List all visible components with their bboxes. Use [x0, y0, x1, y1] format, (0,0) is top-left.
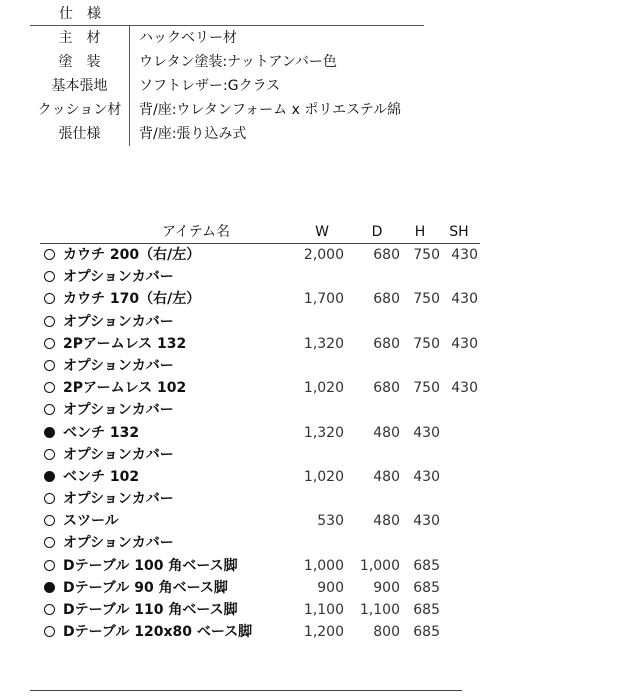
item-h: 430 [413, 468, 440, 485]
item-d [344, 355, 400, 377]
item-row [40, 333, 480, 355]
item-d: 680 [373, 335, 400, 352]
filled-circle-icon [44, 427, 55, 438]
item-h: 750 [413, 335, 440, 352]
item-row [40, 488, 480, 510]
spec-value: ソフトレザー:Gクラス [139, 78, 281, 94]
item-name-cell [40, 488, 292, 510]
spec-label: 張仕様 [30, 122, 130, 146]
item-name: オプションカバー [63, 402, 174, 419]
item-w [292, 444, 344, 466]
item-d [344, 444, 400, 466]
item-w [292, 355, 344, 377]
header-item-name: アイテム名 [161, 224, 231, 240]
item-w: 2,000 [303, 247, 344, 263]
item-d: 480 [373, 424, 400, 441]
open-circle-icon [44, 338, 55, 349]
item-row [40, 288, 480, 310]
header-sh: SH [449, 224, 469, 240]
item-name: オプションカバー [63, 269, 174, 286]
item-h: 685 [413, 602, 440, 618]
item-w: 1,020 [303, 468, 344, 485]
item-name-cell [40, 510, 292, 532]
item-name: オプションカバー [63, 491, 174, 508]
item-rows [40, 244, 480, 643]
item-sh [440, 532, 478, 554]
item-d [344, 311, 400, 333]
item-name: ベンチ 102 [63, 468, 140, 485]
spec-row [30, 74, 424, 98]
open-circle-icon [44, 249, 55, 260]
item-h: 430 [413, 513, 440, 530]
item-name-cell [40, 466, 292, 488]
item-name: 2Pアームレス 102 [63, 380, 187, 397]
spec-row [30, 26, 424, 50]
header-h: H [414, 224, 426, 240]
item-d: 480 [373, 513, 400, 530]
item-d [344, 532, 400, 554]
spec-label: クッション材 [30, 98, 130, 122]
item-name: カウチ 200（右/左） [63, 247, 201, 263]
item-name-cell [40, 266, 292, 288]
item-row [40, 621, 480, 643]
open-circle-icon [44, 560, 55, 571]
item-d [344, 488, 400, 510]
item-name: Dテーブル 110 角ベース脚 [63, 602, 238, 618]
item-row [40, 555, 480, 577]
item-row [40, 399, 480, 421]
item-h: 750 [413, 291, 440, 308]
item-row [40, 422, 480, 444]
item-d: 1,000 [359, 557, 400, 574]
item-row [40, 266, 480, 288]
open-circle-icon [44, 382, 55, 393]
open-circle-icon [44, 604, 55, 615]
item-w [292, 266, 344, 288]
item-sh [440, 399, 478, 421]
item-w: 1,200 [303, 624, 344, 641]
item-sh [440, 577, 478, 599]
item-w [292, 311, 344, 333]
item-w [292, 532, 344, 554]
item-table [40, 222, 480, 643]
item-w [292, 488, 344, 510]
item-row [40, 577, 480, 599]
item-row [40, 355, 480, 377]
item-d: 900 [373, 579, 400, 596]
open-circle-icon [44, 449, 55, 460]
item-name-cell [40, 599, 292, 621]
item-row [40, 532, 480, 554]
spec-table [30, 4, 424, 146]
item-name-cell [40, 377, 292, 399]
open-circle-icon [44, 626, 55, 637]
item-d: 800 [373, 624, 400, 641]
item-h [400, 444, 440, 466]
item-d: 680 [373, 247, 400, 263]
item-d: 680 [373, 291, 400, 308]
item-sh [440, 444, 478, 466]
item-row [40, 466, 480, 488]
item-name-cell [40, 399, 292, 421]
item-w: 1,100 [303, 602, 344, 618]
item-h [400, 266, 440, 288]
item-sh [440, 355, 478, 377]
item-sh [440, 266, 478, 288]
item-name-cell [40, 621, 292, 643]
item-h: 685 [413, 624, 440, 641]
item-name-cell [40, 577, 292, 599]
item-name: カウチ 170（右/左） [63, 291, 201, 308]
item-name-cell [40, 288, 292, 310]
header-w: W [315, 224, 329, 240]
item-row [40, 444, 480, 466]
item-h: 750 [413, 247, 440, 263]
item-name: オプションカバー [63, 357, 174, 374]
item-sh [440, 599, 478, 621]
item-name-cell [40, 555, 292, 577]
item-h [400, 311, 440, 333]
item-name-cell [40, 532, 292, 554]
item-w: 1,020 [303, 380, 344, 397]
item-sh [440, 621, 478, 643]
item-d: 480 [373, 468, 400, 485]
spec-row [30, 122, 424, 146]
item-w: 1,320 [303, 424, 344, 441]
item-name: ベンチ 132 [63, 424, 140, 441]
filled-circle-icon [44, 582, 55, 593]
item-sh [440, 555, 478, 577]
item-sh: 430 [451, 380, 478, 397]
open-circle-icon [44, 515, 55, 526]
item-w [292, 399, 344, 421]
item-name: スツール [63, 513, 119, 530]
item-row [40, 599, 480, 621]
item-name-cell [40, 422, 292, 444]
item-name-cell [40, 244, 292, 266]
item-name: 2Pアームレス 132 [63, 335, 187, 352]
item-name: Dテーブル 120x80 ベース脚 [63, 624, 253, 641]
open-circle-icon [44, 293, 55, 304]
item-h [400, 399, 440, 421]
item-h: 685 [413, 557, 440, 574]
item-sh [440, 466, 478, 488]
item-name-cell [40, 444, 292, 466]
item-d [344, 266, 400, 288]
item-name: オプションカバー [63, 446, 174, 463]
filled-circle-icon [44, 471, 55, 482]
item-name: オプションカバー [63, 313, 174, 330]
item-sh: 430 [451, 291, 478, 308]
item-h: 750 [413, 380, 440, 397]
item-h [400, 355, 440, 377]
item-w: 1,700 [303, 291, 344, 308]
open-circle-icon [44, 271, 55, 282]
spec-row [30, 50, 424, 74]
item-h: 685 [413, 579, 440, 596]
item-h: 430 [413, 424, 440, 441]
item-w: 1,320 [303, 335, 344, 352]
open-circle-icon [44, 493, 55, 504]
item-sh [440, 422, 478, 444]
item-name: Dテーブル 90 角ベース脚 [63, 579, 228, 596]
item-name: Dテーブル 100 角ベース脚 [63, 557, 238, 574]
open-circle-icon [44, 360, 55, 371]
item-name-cell [40, 355, 292, 377]
item-sh [440, 488, 478, 510]
item-name-cell [40, 333, 292, 355]
spec-value: 背/座:張り込み式 [139, 126, 247, 142]
open-circle-icon [44, 404, 55, 415]
item-name-cell [40, 311, 292, 333]
spec-title: 仕 様 [59, 6, 101, 22]
spec-label: 主 材 [30, 26, 130, 50]
spec-label: 基本張地 [30, 74, 130, 98]
spec-value: ハックベリー材 [139, 30, 237, 46]
item-d: 1,100 [359, 602, 400, 618]
bottom-divider [30, 690, 462, 691]
item-d [344, 399, 400, 421]
spec-row [30, 98, 424, 122]
spec-value: ウレタン塗装:ナットアンバー色 [139, 54, 337, 70]
item-h [400, 488, 440, 510]
spec-label: 塗 装 [30, 50, 130, 74]
item-sh [440, 510, 478, 532]
item-sh [440, 311, 478, 333]
item-row [40, 311, 480, 333]
item-sh: 430 [451, 247, 478, 263]
header-d: D [371, 224, 383, 240]
open-circle-icon [44, 316, 55, 327]
item-w: 900 [317, 579, 344, 596]
item-d: 680 [373, 380, 400, 397]
item-h [400, 532, 440, 554]
item-row [40, 510, 480, 532]
spec-header [30, 4, 424, 26]
item-w: 530 [317, 513, 344, 530]
item-table-header [40, 222, 480, 244]
item-name: オプションカバー [63, 535, 174, 552]
spec-rows [30, 26, 424, 146]
item-w: 1,000 [303, 557, 344, 574]
item-sh: 430 [451, 335, 478, 352]
open-circle-icon [44, 537, 55, 548]
item-row [40, 244, 480, 266]
spec-value: 背/座:ウレタンフォーム x ポリエステル綿 [139, 102, 402, 118]
item-row [40, 377, 480, 399]
